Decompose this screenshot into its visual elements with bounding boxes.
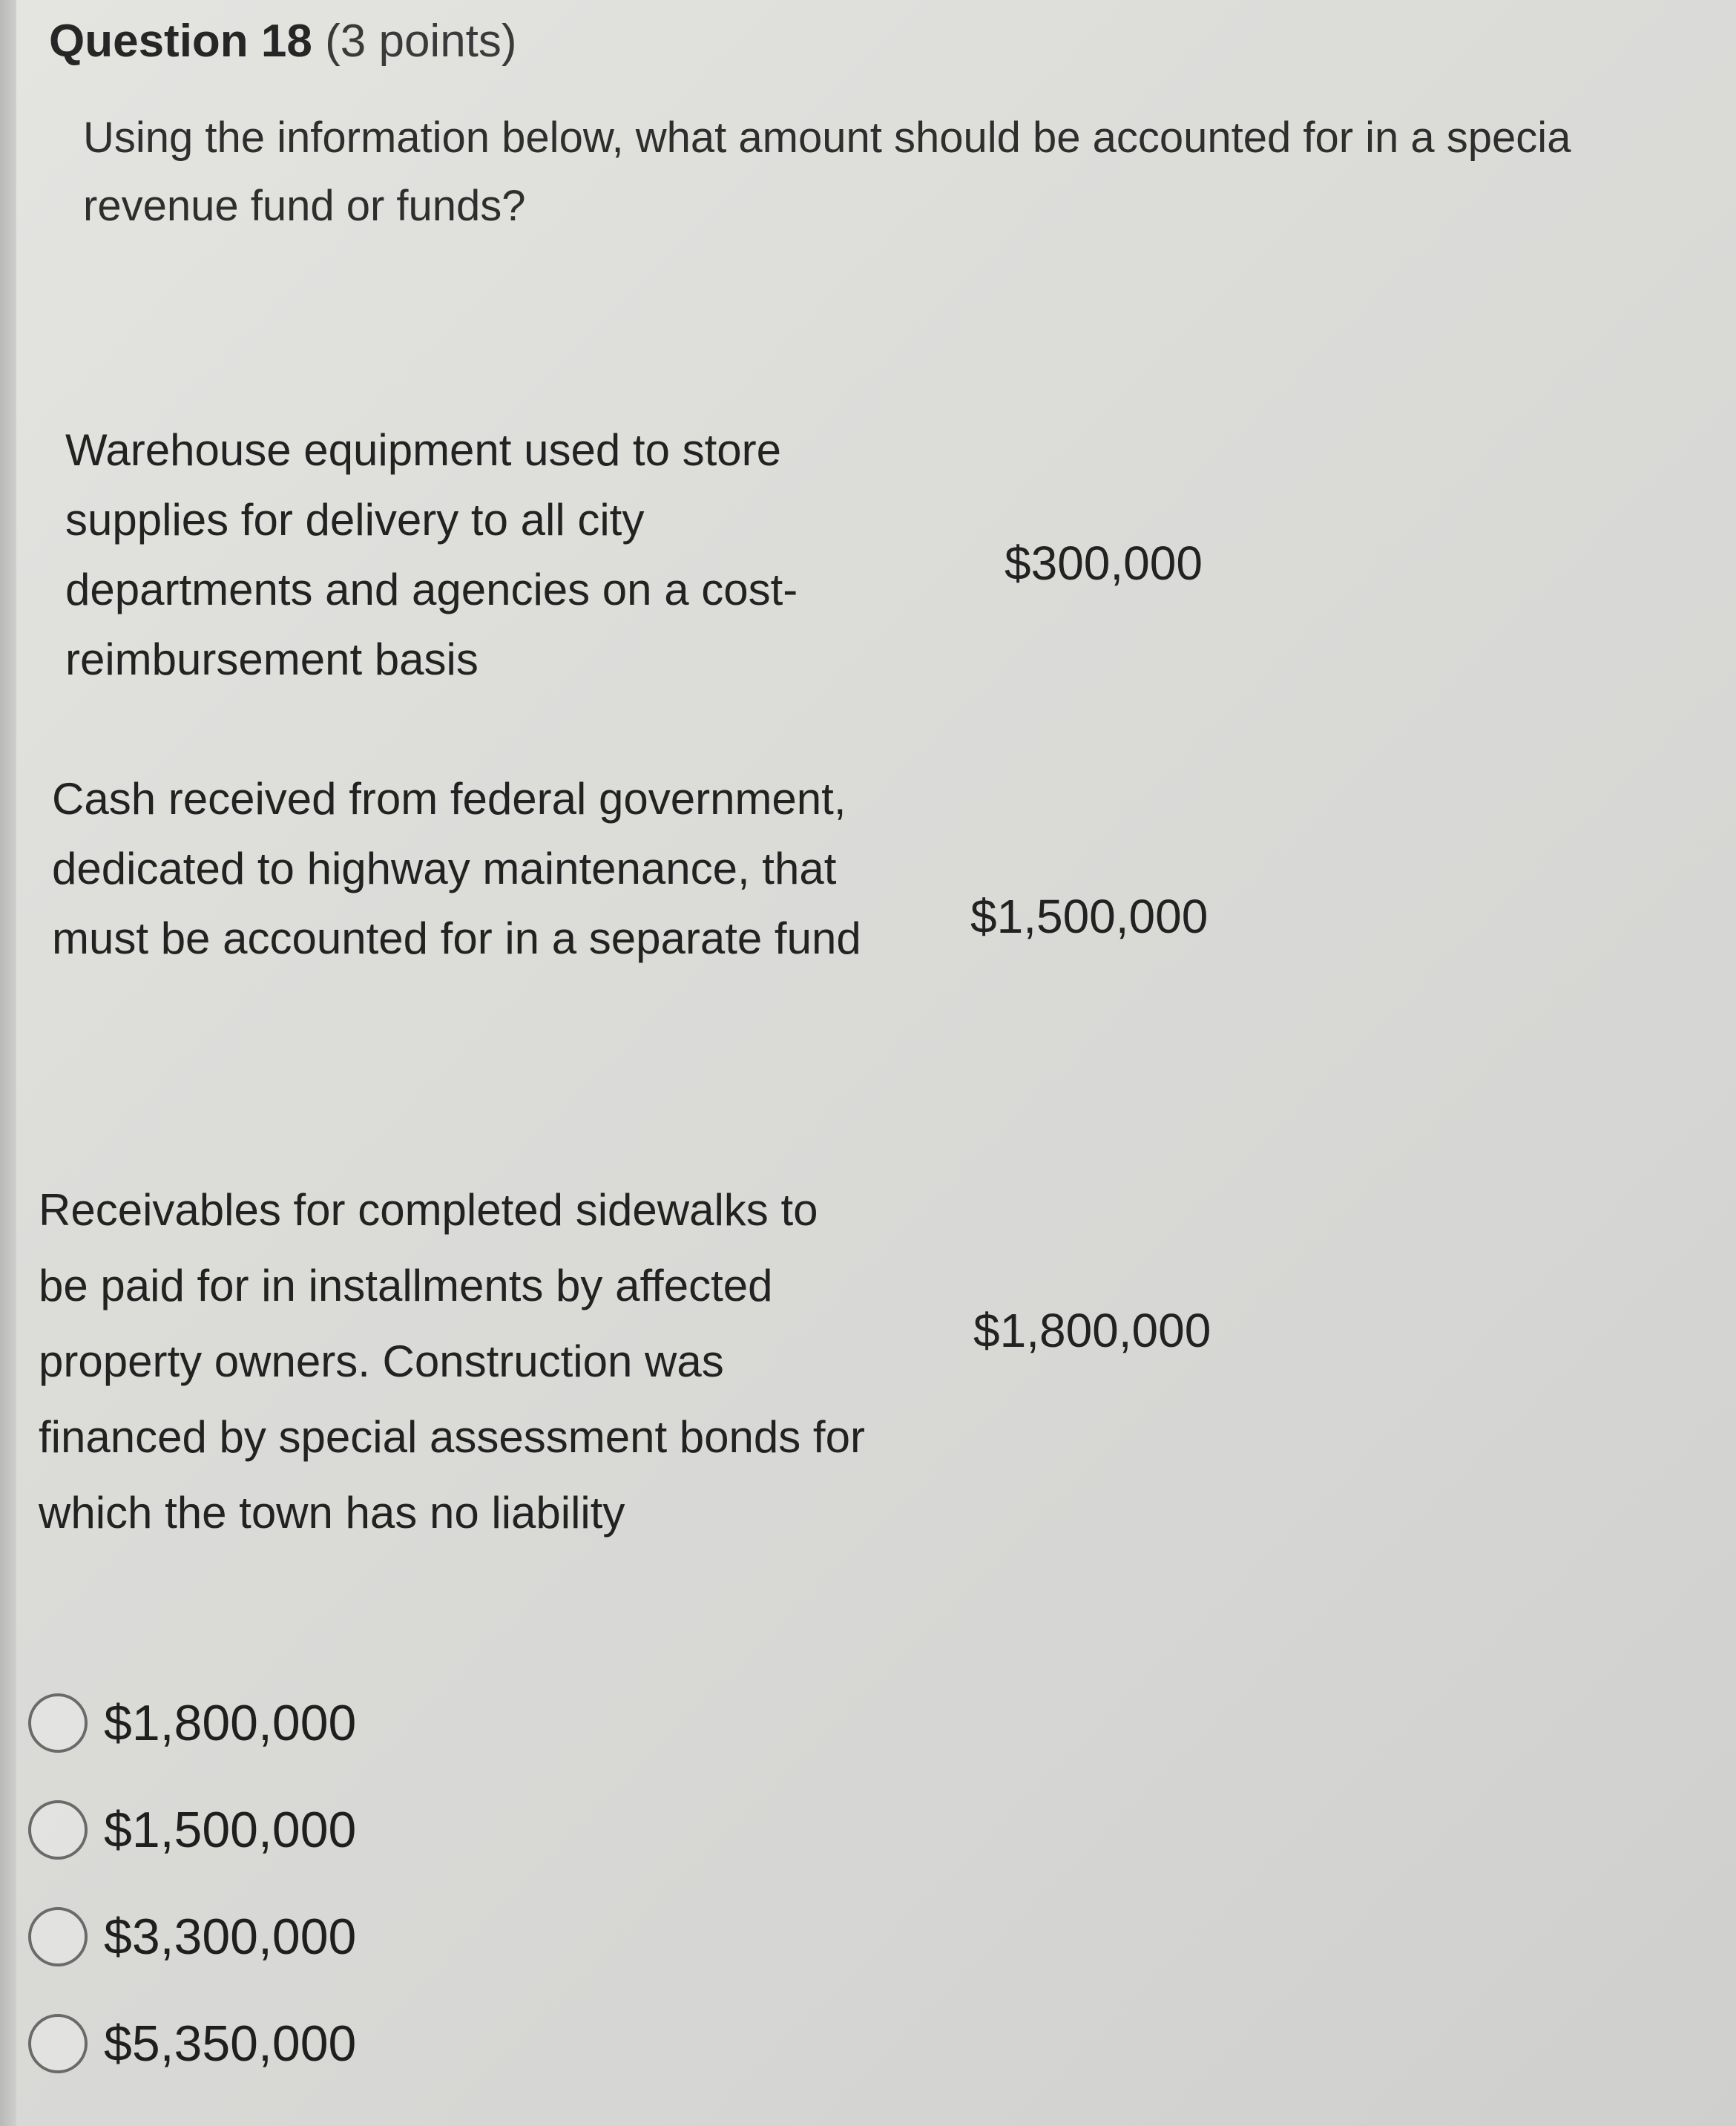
answer-option-label[interactable]: $5,350,000	[104, 2015, 357, 2072]
radio-button-icon[interactable]	[28, 1693, 88, 1753]
item-amount-receivables: $1,800,000	[973, 1304, 1211, 1357]
answer-options	[28, 1670, 356, 2097]
radio-button-icon[interactable]	[28, 1907, 88, 1966]
answer-option-4[interactable]	[28, 1990, 356, 2097]
answer-option-1[interactable]	[28, 1670, 356, 1776]
item-line: be paid for in installments by affected	[39, 1261, 773, 1310]
item-line: property owners. Construction was	[39, 1336, 724, 1386]
radio-button-icon[interactable]	[28, 2014, 88, 2073]
radio-button-icon[interactable]	[28, 1800, 88, 1860]
item-line: Warehouse equipment used to store	[65, 425, 782, 475]
item-line: which the town has no liability	[39, 1488, 625, 1538]
item-description-warehouse	[65, 416, 798, 695]
prompt-line: revenue fund or funds?	[83, 182, 526, 230]
item-line: must be accounted for in a separate fund	[52, 913, 861, 963]
item-line: supplies for delivery to all city	[65, 495, 645, 545]
question-header	[49, 15, 517, 68]
answer-option-label[interactable]: $1,800,000	[104, 1695, 357, 1751]
item-line: financed by special assessment bonds for	[39, 1412, 865, 1462]
item-description-federal-cash	[52, 764, 861, 974]
left-edge-shadow	[0, 0, 16, 2126]
item-description-receivables	[39, 1172, 865, 1551]
prompt-line: Using the information below, what amount should be accounted for in a specia	[83, 114, 1571, 162]
answer-option-label[interactable]: $3,300,000	[104, 1909, 357, 1965]
answer-option-3[interactable]	[28, 1883, 356, 1990]
question-title: Question 18	[49, 16, 312, 67]
item-line: departments and agencies on a cost-	[65, 565, 798, 614]
question-points: (3 points)	[325, 16, 517, 67]
item-line: Cash received from federal government,	[52, 774, 846, 824]
item-line: Receivables for completed sidewalks to	[39, 1185, 818, 1235]
answer-option-2[interactable]	[28, 1776, 356, 1883]
answer-option-label[interactable]: $1,500,000	[104, 1802, 357, 1858]
question-prompt	[83, 104, 1736, 240]
item-amount-warehouse: $300,000	[1005, 537, 1203, 590]
item-line: dedicated to highway maintenance, that	[52, 844, 837, 893]
item-amount-federal-cash: $1,500,000	[970, 890, 1209, 943]
item-line: reimbursement basis	[65, 634, 479, 684]
